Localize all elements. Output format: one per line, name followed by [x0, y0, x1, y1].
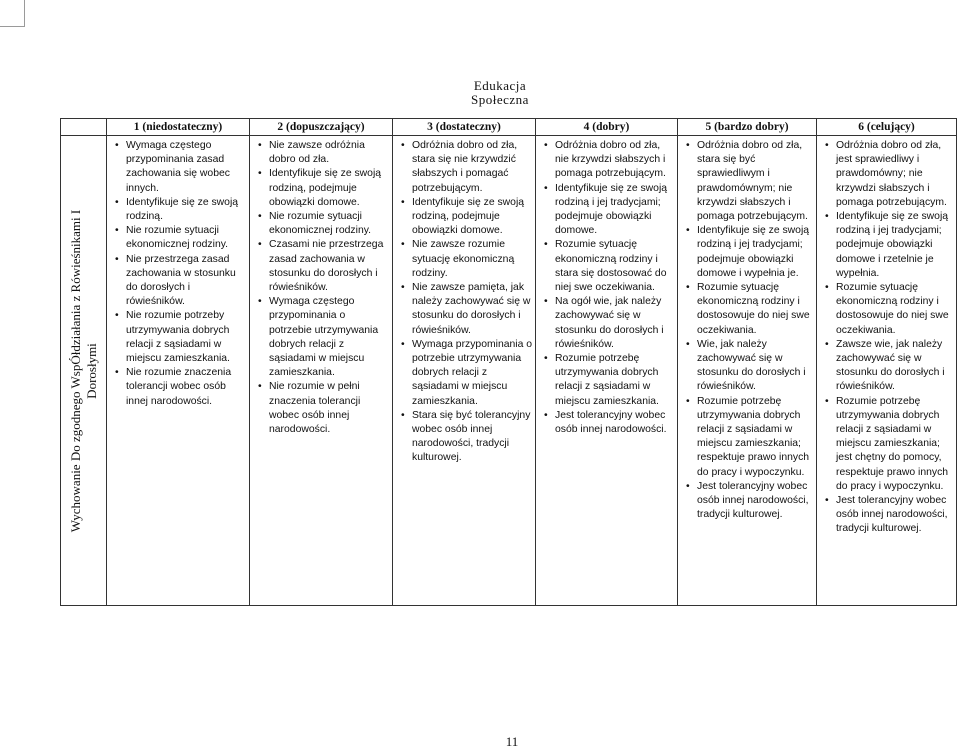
section-title-line1: Edukacja: [473, 78, 527, 93]
side-label-line2: Dorosłymi: [83, 342, 99, 399]
criteria-list-2: [250, 136, 392, 437]
side-header-cell: [61, 119, 107, 136]
criterion-item: • Identyfikuje się ze swoją rodziną, podejmuje obowiązki domowe.: [393, 196, 533, 239]
criterion-item: • Zawsze wie, jak należy zachowywać się w stosunku do dorosłych i rówieśników.: [817, 338, 954, 395]
grade-cell-3: [393, 136, 536, 606]
criterion-item: • Odróżnia dobro od zła, nie krzywdzi słabszych i pomaga potrzebującym.: [536, 139, 675, 182]
criterion-item: • Nie zawsze rozumie sytuację ekonomiczną rodziny.: [393, 238, 533, 281]
criteria-list-3: [393, 136, 535, 466]
section-title-line2: Społeczna: [471, 92, 529, 107]
grading-criteria-table: [60, 118, 957, 606]
criterion-item: • Wymaga częstego przypominania o potrzebie utrzymywania dobrych relacji z sąsiadami w miejscu zamieszkania.: [250, 295, 390, 380]
criterion-item: • Rozumie sytuację ekonomiczną rodziny i dostosowuje do niej swe oczekiwania.: [678, 281, 814, 338]
criterion-item: • Wymaga częstego przypominania zasad zachowania się wobec innych.: [107, 139, 247, 196]
criterion-item: • Wymaga przypominania o potrzebie utrzymywania dobrych relacji z sąsiadami w miejscu zamieszkania.: [393, 338, 533, 409]
criterion-item: • Odróżnia dobro od zła, stara się być sprawiedliwym i prawdomównym; nie krzywdzi słabszych i pomaga potrzebującym.: [678, 139, 814, 224]
grade-cell-6: [817, 136, 957, 606]
criterion-item: • Identyfikuje się ze swoją rodziną i jej tradycjami; podejmuje obowiązki domowe.: [536, 182, 675, 239]
criteria-list-1: [107, 136, 249, 409]
criteria-list-5: [678, 136, 816, 522]
grade-cell-4: [536, 136, 678, 606]
criterion-item: • Identyfikuje się ze swoją rodziną i jej tradycjami; podejmuje obowiązki domowe i wypełnia je.: [678, 224, 814, 281]
criterion-item: • Nie przestrzega zasad zachowania w stosunku do dorosłych i rówieśników.: [107, 253, 247, 310]
grade-cell-5: [678, 136, 817, 606]
criterion-item: • Wie, jak należy zachowywać się w stosunku do dorosłych i rówieśników.: [678, 338, 814, 395]
criterion-item: • Nie rozumie w pełni znaczenia tolerancji wobec osób innej narodowości.: [250, 380, 390, 437]
criterion-item: • Nie rozumie sytuacji ekonomicznej rodziny.: [107, 224, 247, 252]
criterion-item: • Rozumie potrzebę utrzymywania dobrych relacji z sąsiadami w miejscu zamieszkania; jest chętny do pomocy, respektuje prawo innych do pracy i wypoczynku.: [817, 395, 954, 494]
side-label: [68, 209, 100, 531]
criterion-item: • Nie rozumie sytuacji ekonomicznej rodziny.: [250, 210, 390, 238]
grade-heading-1: 1 (niedostateczny): [107, 119, 250, 136]
criterion-item: • Identyfikuje się ze swoją rodziną i jej tradycjami; podejmuje obowiązki domowe i rzetelnie je wypełnia.: [817, 210, 954, 281]
criteria-list-6: [817, 136, 956, 537]
criterion-item: • Nie zawsze odróżnia dobro od zła.: [250, 139, 390, 167]
page-number: 11: [505, 734, 519, 749]
criterion-item: • Identyfikuje się ze swoją rodziną, podejmuje obowiązki domowe.: [250, 167, 390, 210]
criterion-item: • Na ogół wie, jak należy zachowywać się w stosunku do dorosłych i rówieśników.: [536, 295, 675, 352]
criterion-item: • Jest tolerancyjny wobec osób innej narodowości, tradycji kulturowej.: [678, 480, 814, 523]
criterion-item: • Nie rozumie znaczenia tolerancji wobec osób innej narodowości.: [107, 366, 247, 409]
grade-heading-2: 2 (dopuszczający): [250, 119, 393, 136]
side-label-line1: Wychowanie Do zgodnego WspÓłdziałania z Rówieśnikami I: [67, 209, 83, 532]
grade-heading-3: 3 (dostateczny): [393, 119, 536, 136]
grade-heading-6: 6 (celujący): [817, 119, 957, 136]
grade-cell-2: [250, 136, 393, 606]
criterion-item: • Rozumie potrzebę utrzymywania dobrych relacji z sąsiadami w miejscu zamieszkania.: [536, 352, 675, 409]
grade-cell-1: [107, 136, 250, 606]
criterion-item: • Rozumie potrzebę utrzymywania dobrych relacji z sąsiadami w miejscu zamieszkania; respektuje prawo innych do pracy i wypoczynku.: [678, 395, 814, 480]
criterion-item: • Czasami nie przestrzega zasad zachowania w stosunku do dorosłych i rówieśników.: [250, 238, 390, 295]
criteria-list-4: [536, 136, 677, 437]
side-label-cell: [61, 136, 107, 606]
criteria-row: [61, 136, 957, 606]
criterion-item: • Jest tolerancyjny wobec osób innej narodowości.: [536, 409, 675, 437]
grade-heading-5: 5 (bardzo dobry): [678, 119, 817, 136]
criterion-item: • Identyfikuje się ze swoją rodziną.: [107, 196, 247, 224]
criterion-item: • Rozumie sytuację ekonomiczną rodziny i dostosowuje do niej swe oczekiwania.: [817, 281, 954, 338]
criterion-item: • Jest tolerancyjny wobec osób innej narodowości, tradycji kulturowej.: [817, 494, 954, 537]
criterion-item: • Odróżnia dobro od zła, jest sprawiedliwy i prawdomówny; nie krzywdzi słabszych i pomaga potrzebującym.: [817, 139, 954, 210]
grade-heading-4: 4 (dobry): [536, 119, 678, 136]
grade-header-row: [61, 119, 957, 136]
criterion-item: • Rozumie sytuację ekonomiczną rodziny i stara się dostosować do niej swe oczekiwania.: [536, 238, 675, 295]
criterion-item: • Stara się być tolerancyjny wobec osób innej narodowości, tradycji kulturowej.: [393, 409, 533, 466]
corner-crop-mark: [0, 0, 25, 27]
criterion-item: • Nie rozumie potrzeby utrzymywania dobrych relacji z sąsiadami w miejscu zamieszkania.: [107, 309, 247, 366]
criterion-item: • Nie zawsze pamięta, jak należy zachowywać się w stosunku do dorosłych i rówieśników.: [393, 281, 533, 338]
criterion-item: • Odróżnia dobro od zła, stara się nie krzywdzić słabszych i pomagać potrzebującym.: [393, 139, 533, 196]
